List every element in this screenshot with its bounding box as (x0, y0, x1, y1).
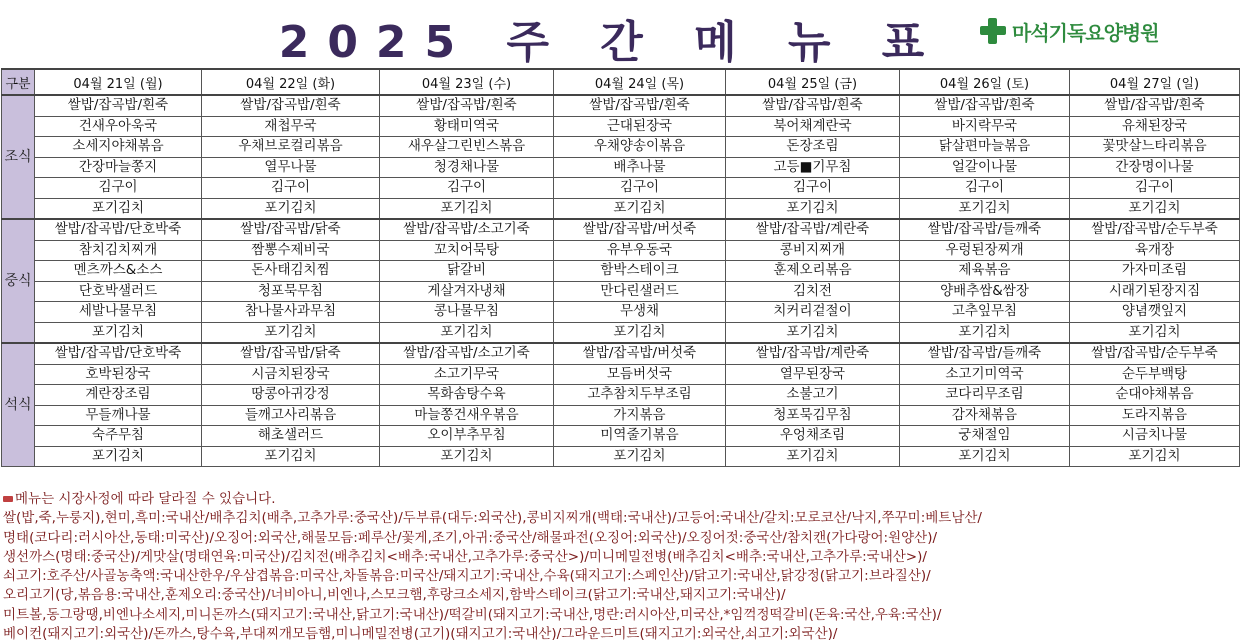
menu-item: 모듬버섯국 (554, 364, 726, 385)
menu-item: 포기김치 (726, 322, 900, 343)
menu-item: 얼갈이나물 (900, 157, 1070, 178)
menu-item: 함박스테이크 (554, 261, 726, 282)
menu-item: 재첩무국 (202, 116, 380, 137)
menu-item: 배추나물 (554, 157, 726, 178)
menu-item: 시금치나물 (1070, 426, 1240, 447)
menu-row (2, 343, 1240, 364)
menu-item: 쌀밥/잡곡밥/흰죽 (202, 95, 380, 116)
menu-item: 포기김치 (726, 198, 900, 219)
menu-item: 포기김치 (1070, 446, 1240, 467)
menu-item: 고추잎무침 (900, 302, 1070, 323)
menu-row (2, 385, 1240, 406)
menu-body (2, 95, 1240, 467)
menu-item: 훈제오리볶음 (726, 261, 900, 282)
menu-item: 쌀밥/잡곡밥/흰죽 (35, 95, 202, 116)
menu-item: 포기김치 (900, 322, 1070, 343)
menu-item: 가지볶음 (554, 405, 726, 426)
menu-item: 순대야채볶음 (1070, 385, 1240, 406)
menu-item: 콩나물무침 (380, 302, 554, 323)
day-header: 04월 24일 (목) (554, 69, 726, 95)
menu-item: 시금치된장국 (202, 364, 380, 385)
menu-item: 유채된장국 (1070, 116, 1240, 137)
menu-row (2, 157, 1240, 178)
day-header: 04월 23일 (수) (380, 69, 554, 95)
origin-note-line: 생선까스(명태:중국산)/게맛살(명태연육:미국산)/김치전(배추김치<배추:국내산,고추가루:중국산>)/미니메밀전병(배추김치<배추:국내산,고추가루:국내산>)/ (3, 548, 927, 565)
menu-item: 숙주무침 (35, 426, 202, 447)
day-header-row (2, 69, 1240, 95)
menu-item: 포기김치 (900, 198, 1070, 219)
menu-item: 김구이 (202, 178, 380, 199)
menu-item: 도라지볶음 (1070, 405, 1240, 426)
menu-item: 포기김치 (380, 198, 554, 219)
menu-item: 쌀밥/잡곡밥/계란죽 (726, 343, 900, 364)
origin-note-line: 미트볼,동그랑땡,비엔나소세지,미니돈까스(돼지고기:국내산,닭고기:국내산)/떡갈비(돼지고기:국내산,명란:러시아산,미국산,*임꺽정떡갈비(돈육:국산,우육:국산)/ (3, 606, 942, 623)
menu-item: 쌀밥/잡곡밥/들깨죽 (900, 343, 1070, 364)
menu-item: 땅콩아귀강정 (202, 385, 380, 406)
menu-item: 간장마늘쫑지 (35, 157, 202, 178)
origin-note-line: 쌀(밥,죽,누룽지),현미,흑미:국내산/배추김치(배추,고추가루:중국산)/두부류(대두:외국산),콩비지찌개(백태:국내산)/고등어:국내산/갈치:모로코산/낙지,쭈꾸미:베트남산/ (3, 510, 982, 527)
menu-item: 꼬치어묵탕 (380, 240, 554, 261)
menu-item: 포기김치 (1070, 322, 1240, 343)
menu-item: 쌀밥/잡곡밥/계란죽 (726, 219, 900, 240)
menu-item: 시래기된장지짐 (1070, 281, 1240, 302)
menu-item: 소고기미역국 (900, 364, 1070, 385)
medical-cross-icon (978, 16, 1008, 46)
menu-item: 포기김치 (380, 322, 554, 343)
menu-row (2, 364, 1240, 385)
menu-row (2, 137, 1240, 158)
menu-item: 육개장 (1070, 240, 1240, 261)
menu-item: 꽃맛살느타리볶음 (1070, 137, 1240, 158)
menu-item: 무생채 (554, 302, 726, 323)
menu-item: 돈사태김치찜 (202, 261, 380, 282)
menu-item: 들깨고사리볶음 (202, 405, 380, 426)
menu-item: 열무나물 (202, 157, 380, 178)
menu-item: 닭살편마늘볶음 (900, 137, 1070, 158)
menu-item: 마늘쫑건새우볶음 (380, 405, 554, 426)
menu-item: 쌀밥/잡곡밥/순두부죽 (1070, 219, 1240, 240)
menu-item: 김구이 (35, 178, 202, 199)
corner-label: 구분 (2, 69, 35, 95)
meal-label: 중식 (2, 219, 35, 343)
menu-row (2, 261, 1240, 282)
menu-item: 포기김치 (554, 322, 726, 343)
day-header: 04월 25일 (금) (726, 69, 900, 95)
menu-row (2, 281, 1240, 302)
menu-item: 쌀밥/잡곡밥/흰죽 (1070, 95, 1240, 116)
menu-item: 열무된장국 (726, 364, 900, 385)
menu-item: 소고기무국 (380, 364, 554, 385)
menu-row (2, 198, 1240, 219)
menu-item: 포기김치 (554, 446, 726, 467)
menu-item: 쌀밥/잡곡밥/순두부죽 (1070, 343, 1240, 364)
menu-item: 건새우아욱국 (35, 116, 202, 137)
menu-item: 유부우동국 (554, 240, 726, 261)
menu-item: 소불고기 (726, 385, 900, 406)
meal-label: 석식 (2, 343, 35, 467)
menu-item: 쌀밥/잡곡밥/흰죽 (726, 95, 900, 116)
menu-item: 새우살그린빈스볶음 (380, 137, 554, 158)
menu-item: 포기김치 (202, 198, 380, 219)
menu-item: 김구이 (1070, 178, 1240, 199)
menu-item: 김구이 (554, 178, 726, 199)
menu-item: 간장명이나물 (1070, 157, 1240, 178)
menu-item: 김치전 (726, 281, 900, 302)
menu-item: 가자미조림 (1070, 261, 1240, 282)
menu-row (2, 240, 1240, 261)
notes-section (3, 490, 1239, 644)
menu-item: 포기김치 (35, 198, 202, 219)
menu-row (2, 219, 1240, 240)
menu-row (2, 405, 1240, 426)
pencil-icon (3, 496, 13, 502)
day-header: 04월 26일 (토) (900, 69, 1070, 95)
menu-item: 단호박샐러드 (35, 281, 202, 302)
menu-item: 쌀밥/잡곡밥/닭죽 (202, 343, 380, 364)
menu-item: 쌀밥/잡곡밥/흰죽 (554, 95, 726, 116)
day-header: 04월 27일 (일) (1070, 69, 1240, 95)
menu-item: 김구이 (380, 178, 554, 199)
menu-item: 쌀밥/잡곡밥/단호박죽 (35, 343, 202, 364)
menu-row (2, 322, 1240, 343)
menu-item: 짬뽕수제비국 (202, 240, 380, 261)
menu-item: 쌀밥/잡곡밥/흰죽 (900, 95, 1070, 116)
menu-item: 북어채계란국 (726, 116, 900, 137)
menu-item: 순두부백탕 (1070, 364, 1240, 385)
menu-item: 쌀밥/잡곡밥/닭죽 (202, 219, 380, 240)
origin-note-line: 명태(코다리:러시아산,동태:미국산)/오징어:외국산,해물모듬:페루산/꽃게,조기,아귀:중국산/해물파전(오징어:외국산)/오징어젓:중국산/참치캔(가다랑어:원양산)/ (3, 529, 938, 546)
menu-item: 무들깨나물 (35, 405, 202, 426)
menu-row (2, 426, 1240, 447)
origin-note-line: 쇠고기:호주산/사골농축액:국내산한우/우삼겹볶음:미국산,차돌볶음:미국산/돼지고기:국내산,수육(돼지고기:스페인산)/닭고기:국내산,닭강정(닭고기:브라질산)/ (3, 568, 931, 585)
menu-row (2, 178, 1240, 199)
menu-item: 참치김치찌개 (35, 240, 202, 261)
weekly-menu-table (1, 68, 1240, 467)
menu-item: 오이부추무침 (380, 426, 554, 447)
menu-item: 코다리무조림 (900, 385, 1070, 406)
menu-item: 청포묵김무침 (726, 405, 900, 426)
menu-item: 황태미역국 (380, 116, 554, 137)
origin-note-line: 베이컨(돼지고기:외국산)/돈까스,탕수육,부대찌개모듬햄,미니메밀전병(고기)(돼지고기:국내산)/그라운드미트(돼지고기:외국산,쇠고기:외국산)/ (3, 626, 838, 643)
menu-item: 근대된장국 (554, 116, 726, 137)
menu-item: 미역줄기볶음 (554, 426, 726, 447)
menu-item: 치커리겉절이 (726, 302, 900, 323)
menu-item: 포기김치 (1070, 198, 1240, 219)
menu-item: 쌀밥/잡곡밥/버섯죽 (554, 219, 726, 240)
menu-row (2, 302, 1240, 323)
menu-item: 멘츠까스&소스 (35, 261, 202, 282)
menu-item: 김구이 (900, 178, 1070, 199)
menu-item: 우채양송이볶음 (554, 137, 726, 158)
menu-item: 돈장조림 (726, 137, 900, 158)
menu-item: 계란장조림 (35, 385, 202, 406)
menu-item: 포기김치 (380, 446, 554, 467)
menu-item: 청경채나물 (380, 157, 554, 178)
menu-item: 우렁된장찌개 (900, 240, 1070, 261)
menu-item: 쌀밥/잡곡밥/들깨죽 (900, 219, 1070, 240)
menu-row (2, 116, 1240, 137)
hospital-logo (978, 14, 1159, 48)
menu-item: 양념깻잎지 (1070, 302, 1240, 323)
menu-item: 소세지야채볶음 (35, 137, 202, 158)
menu-item: 바지락무국 (900, 116, 1070, 137)
menu-item: 콩비지찌개 (726, 240, 900, 261)
menu-item: 참나물사과무침 (202, 302, 380, 323)
meal-label: 조식 (2, 95, 35, 219)
menu-item: 포기김치 (900, 446, 1070, 467)
hospital-name: 마석기독요양병원 (1012, 20, 1159, 45)
notice-text (3, 490, 1239, 509)
menu-row (2, 95, 1240, 116)
day-header: 04월 21일 (월) (35, 69, 202, 95)
menu-item: 목화솜탕수육 (380, 385, 554, 406)
menu-item: 포기김치 (202, 322, 380, 343)
menu-item: 쌀밥/잡곡밥/흰죽 (380, 95, 554, 116)
menu-item: 고추참치두부조림 (554, 385, 726, 406)
menu-item: 궁채절임 (900, 426, 1070, 447)
menu-item: 포기김치 (35, 446, 202, 467)
menu-item: 포기김치 (35, 322, 202, 343)
page-title: 2025 주 간 메 뉴 표 (278, 17, 943, 68)
menu-item: 쌀밥/잡곡밥/단호박죽 (35, 219, 202, 240)
menu-item: 쌀밥/잡곡밥/버섯죽 (554, 343, 726, 364)
menu-item: 세발나물무침 (35, 302, 202, 323)
menu-item: 양배추쌈&쌈장 (900, 281, 1070, 302)
menu-item: 쌀밥/잡곡밥/소고기죽 (380, 219, 554, 240)
menu-item: 우채브로컬리볶음 (202, 137, 380, 158)
menu-item: 게살겨자냉채 (380, 281, 554, 302)
menu-item: 포기김치 (726, 446, 900, 467)
day-header: 04월 22일 (화) (202, 69, 380, 95)
menu-item: 감자채볶음 (900, 405, 1070, 426)
menu-item: 청포묵무침 (202, 281, 380, 302)
menu-item: 김구이 (726, 178, 900, 199)
menu-item: 우엉채조림 (726, 426, 900, 447)
origin-note-line: 오리고기(당,볶음용:국내산,훈제오리:중국산)/너비아니,비엔나,스모크햄,후랑크소세지,함박스테이크(닭고기:국내산,돼지고기:국내산)/ (3, 587, 786, 604)
menu-item: 만다린샐러드 (554, 281, 726, 302)
menu-item: 쌀밥/잡곡밥/소고기죽 (380, 343, 554, 364)
menu-item: 해초샐러드 (202, 426, 380, 447)
page-header (0, 0, 1241, 68)
menu-item: 제육볶음 (900, 261, 1070, 282)
menu-item: 고등■기무침 (726, 157, 900, 178)
menu-item: 닭갈비 (380, 261, 554, 282)
menu-row (2, 446, 1240, 467)
menu-item: 호박된장국 (35, 364, 202, 385)
notice-label: 메뉴는 시장사정에 따라 달라질 수 있습니다. (15, 491, 276, 507)
menu-item: 포기김치 (202, 446, 380, 467)
menu-item: 포기김치 (554, 198, 726, 219)
